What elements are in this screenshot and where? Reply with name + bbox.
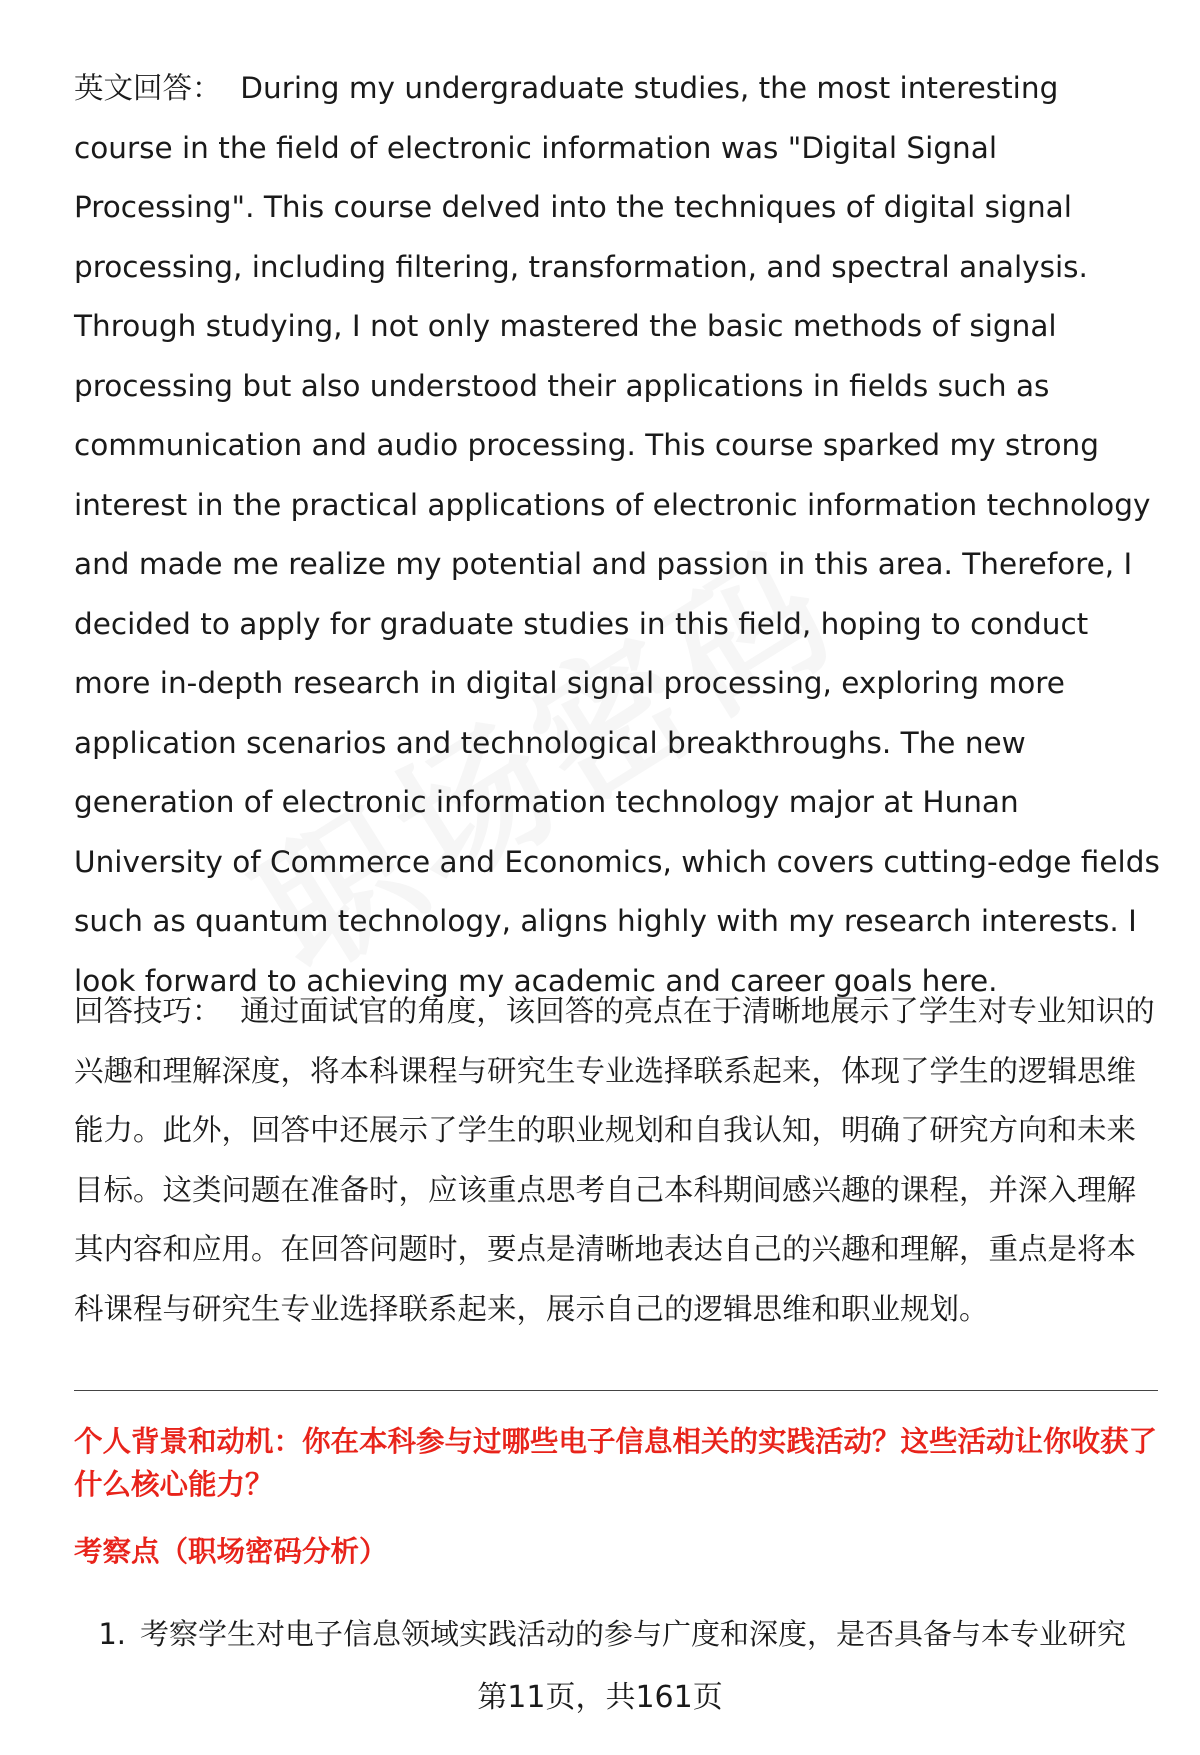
answer-tips-label: 回答技巧： xyxy=(74,994,222,1028)
list-item-number: 1. xyxy=(98,1617,126,1651)
answer-tips-paragraph xyxy=(74,982,1160,1339)
list-item xyxy=(74,1612,1164,1656)
page-footer: 第11页，共161页 xyxy=(477,1680,723,1715)
section-divider xyxy=(74,1390,1158,1391)
answer-tips-text: 通过面试官的角度，该回答的亮点在于清晰地展示了学生对专业知识的兴趣和理解深度，将本科课程与研究生专业选择联系起来，体现了学生的逻辑思维能力。此外，回答中还展示了学生的职业规划和自我认知，明确了研究方向和未来目标。这类问题在准备时，应该重点思考自己本科期间感兴趣的课程，并深入理解其内容和应用。在回答问题时，要点是清晰地表达自己的兴趣和理解，重点是将本科课程与研究生专业选择联系起来，展示自己的逻辑思维和职业规划。 xyxy=(74,994,1155,1326)
assessment-points-list xyxy=(74,1612,1164,1656)
english-answer-text: During my undergraduate studies, the most interesting course in the field of electronic information was "Digital Signal Processing". This course delved into the techniques of digital signal processing, including filtering, transformation, and spectral analysis. Through studying, I not only mastered the basic methods of signal processing but also understood their applications in fields such as communication and audio processing. This course sparked my strong interest in the practical applications of electronic information technology and made me realize my potential and passion in this area. Therefore, I decided to apply for graduate studies in this field, hoping to conduct more in-depth research in digital signal processing, exploring more application scenarios and technological breakthroughs. The new generation of electronic information technology major at Hunan University of Commerce and Economics, which covers cutting-edge fields such as quantum technology, aligns highly with my research interests. I look forward to achieving my academic and career goals here. xyxy=(74,71,1160,998)
answer-tips-section xyxy=(74,982,1160,1339)
english-answer-label: 英文回答： xyxy=(74,71,222,105)
list-item-text: 考察学生对电子信息领域实践活动的参与广度和深度，是否具备与本专业研究 xyxy=(140,1617,1127,1651)
english-answer-paragraph xyxy=(74,59,1160,1011)
english-answer-section xyxy=(74,59,1160,1011)
question-heading: 个人背景和动机：你在本科参与过哪些电子信息相关的实践活动？这些活动让你收获了什么核心能力？ xyxy=(74,1425,1158,1501)
assessment-points-heading: 考察点（职场密码分析） xyxy=(74,1535,388,1568)
